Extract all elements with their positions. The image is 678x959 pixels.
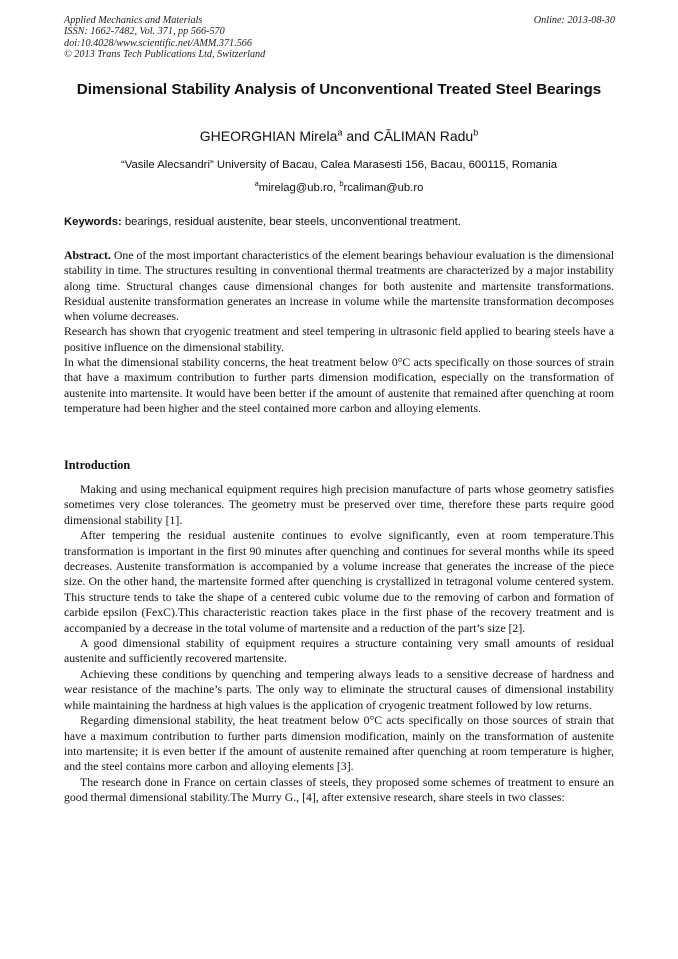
journal-issn: ISSN: 1662-7482, Vol. 371, pp 566-570 [64, 26, 225, 38]
body-paragraph: A good dimensional stability of equipment requires a structure containing very small amounts of residual austenite and sufficiently recovered martensite. [64, 636, 614, 666]
author-conjunction: and [342, 128, 374, 144]
introduction-body [64, 482, 614, 806]
body-paragraph: The research done in France on certain classes of steels, they proposed some schemes of treatment to ensure an good thermal dimensional stability.The Murry G., [4], after extensive research, share steels in two classes: [64, 774, 614, 805]
author-2: CĂLIMAN Radu [373, 128, 474, 144]
email-a-mark: a [254, 179, 259, 189]
keywords [64, 215, 618, 229]
body-paragraph: Making and using mechanical equipment requires high precision manufacture of parts whose geometry satisfies sometimes very close tolerances. The geometry must be preserved over time, therefore these parts require good dimensional stability [1]. [64, 482, 614, 527]
abstract-paragraph [64, 248, 614, 324]
journal-copyright: © 2013 Trans Tech Publications Ltd, Switzerland [64, 49, 266, 61]
journal-header [64, 15, 265, 61]
body-paragraph: Achieving these conditions by quenching and tempering always leads to a sensitive decrease of hardness and wear resistance of the machine’s parts. The only way to eliminate the structural causes of dimensional instability while maintaining the hardness at high values is the application of cryogenic treatment followed by low returns. [64, 666, 614, 712]
author-line [64, 127, 614, 145]
author-1-affil-mark: a [337, 127, 343, 138]
email-b: rcaliman@ub.ro [343, 182, 424, 194]
paper-title: Dimensional Stability Analysis of Unconventional Treated Steel Bearings [76, 81, 602, 98]
journal-name: Applied Mechanics and Materials [64, 15, 203, 26]
keywords-label: Keywords: [64, 216, 122, 228]
abstract-paragraph: In what the dimensional stability concerns, the heat treatment below 0°C acts specifically on those sources of strain that have a maximum contribution to further parts dimension modification, especially on the transformation of austenite into martensite. It would have been better if the amount of austenite that remained after quenching at room temperature had been higher and the steel contained more carbon and alloying elements. [64, 355, 614, 415]
email-line [64, 181, 614, 195]
abstract [64, 248, 614, 416]
abstract-text: One of the most important characteristics of the element bearings behaviour evaluation is the dimensional stability in time. The structures resulting in conventional thermal treatments are characterized by a major instability along time. Structural changes cause dimensional changes for both austenite and martensite transformations. Residual austenite transformation generates an increase in volume while the martensite transformation decomposes when volume decreases. [64, 248, 614, 324]
author-2-affil-mark: b [473, 127, 479, 138]
keywords-text: bearings, residual austenite, bear steels, unconventional treatment. [121, 216, 461, 228]
section-heading-introduction: Introduction [64, 458, 131, 472]
email-a: mirelag@ub.ro, [258, 182, 340, 194]
author-1: GHEORGHIAN Mirela [199, 128, 338, 144]
journal-doi: doi:10.4028/www.scientific.net/AMM.371.566 [64, 37, 252, 49]
body-paragraph: After tempering the residual austenite continues to evolve significantly, even at room temperature.This transformation is important in the first 90 minutes after quenching and continues for several months while its speed decreases. Austenite transformation is accompanied by a volume increase that generates the increase of the piece size. On the other hand, the martensite formed after quenching is crystallized in tetragonal volume centered system. This structure tends to take the shape of a centered cubic volume due to the removing of carbon and formation of carbide epsilon (FexC).This characteristic reaction takes place in the first phase of the recovery treatment and is accompanied by a decrease in the total volume of martensite and a reduction of the part’s size [2]. [64, 528, 614, 635]
online-date: Online: 2013-08-30 [533, 15, 615, 26]
affiliation: “Vasile Alecsandri” University of Bacau, Calea Marasesti 156, Bacau, 600115, Romania [121, 159, 557, 171]
body-paragraph: Regarding dimensional stability, the heat treatment below 0°C acts specifically on those sources of strain that have a maximum contribution to further parts dimension modification, mainly on the transformation of austenite into martensite; it is even better if the amount of austenite remained after quenching at room temperature is higher, and the steel contains more carbon and alloying elements [3]. [64, 713, 614, 774]
email-b-mark: b [339, 179, 344, 189]
abstract-label: Abstract. [64, 248, 111, 262]
abstract-paragraph: Research has shown that cryogenic treatment and steel tempering in ultrasonic field applied to bearing steels have a positive influence on the dimensional stability. [64, 324, 614, 354]
